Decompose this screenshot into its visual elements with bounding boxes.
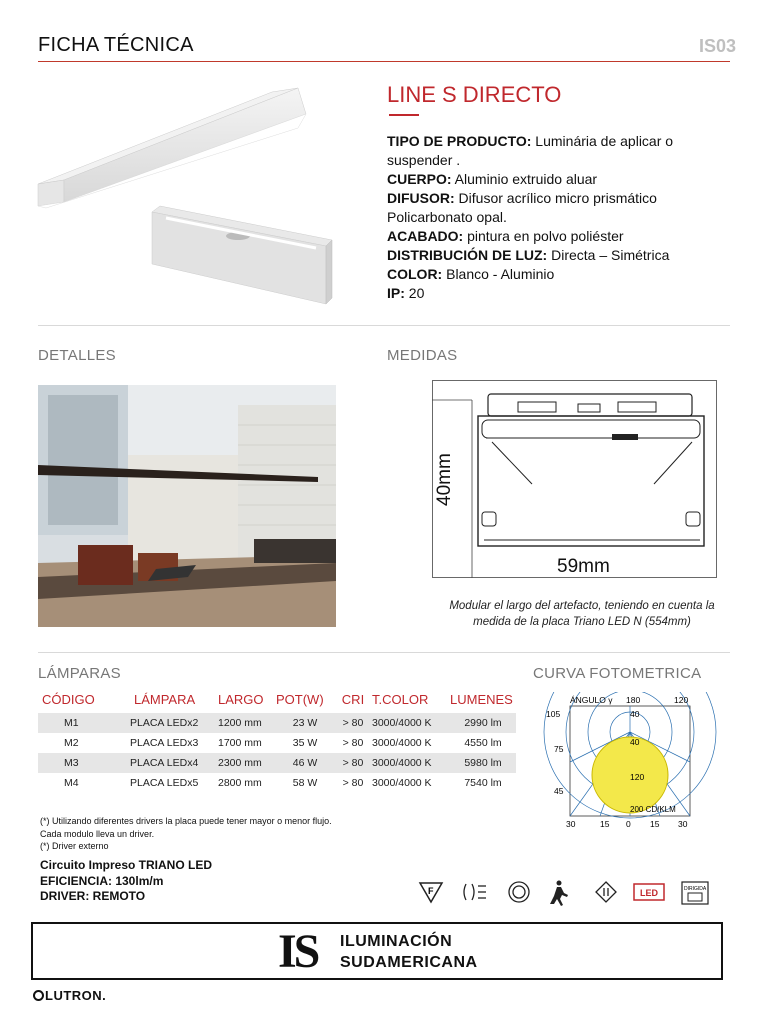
spec-label: DIFUSOR: <box>387 190 455 206</box>
table-cell: PLACA LEDx2 <box>130 713 218 733</box>
spec-item <box>387 227 707 246</box>
table-row <box>38 713 516 733</box>
spec-item <box>387 265 707 284</box>
notes <box>40 815 332 853</box>
title-underline <box>389 114 419 116</box>
section-detalles: DETALLES <box>38 347 116 364</box>
spec-value: 20 <box>404 285 425 301</box>
ring-label: 40 <box>630 709 640 719</box>
header-divider <box>38 61 730 62</box>
table-cell: 3000/4000 K <box>372 777 432 789</box>
spec-label: DISTRIBUCIÓN DE LUZ: <box>387 247 548 263</box>
circuit-line: EFICIENCIA: 130lm/m <box>40 873 164 888</box>
left-label: 75 <box>554 744 564 754</box>
table-cell: 3000/4000 K <box>372 753 450 773</box>
left-label: 45 <box>554 786 564 796</box>
table-cell: 2990 lm <box>450 713 516 733</box>
table-cell: PLACA LEDx3 <box>130 737 199 749</box>
table-row <box>38 753 516 773</box>
left-label: 105 <box>546 709 561 719</box>
spec-item <box>387 189 707 227</box>
spec-value: Aluminio extruido aluar <box>451 171 598 187</box>
col-header: T.COLOR <box>372 692 429 707</box>
bottom-label: 30 <box>678 819 688 829</box>
table-cell: 35 W <box>292 737 318 749</box>
col-header: POT(W) <box>276 692 324 707</box>
lutron-logo-icon <box>33 990 44 1001</box>
spec-list <box>387 132 707 303</box>
spec-value: Directa – Simétrica <box>547 247 670 263</box>
table-cell: 23 W <box>276 713 334 733</box>
col-header: LÁMPARA <box>134 692 196 707</box>
spec-value: Luminária de aplicar o suspender . <box>387 133 674 168</box>
spec-label: ACABADO: <box>387 228 464 244</box>
spec-value: pintura en polvo poliéster <box>463 228 624 244</box>
table-cell: > 80 <box>334 753 372 773</box>
table-cell: PLACA LEDx4 <box>130 753 218 773</box>
table-cell: 2800 mm <box>218 777 262 789</box>
detail-photo <box>38 385 336 627</box>
ring-label: 40 <box>630 737 640 747</box>
safety-mark-icon <box>509 882 529 902</box>
spec-item <box>387 170 707 189</box>
temperature-icon <box>464 884 486 900</box>
spec-value: Blanco - Aluminio <box>442 266 555 282</box>
unit-label: 200 CD/KLM <box>630 805 676 814</box>
top-label: 120 <box>674 695 689 705</box>
table-cell: PLACA LEDx5 <box>130 777 199 789</box>
company-logo-letters: IS <box>278 925 318 978</box>
spec-label: TIPO DE PRODUCTO: <box>387 133 532 149</box>
table-header-row <box>38 692 516 713</box>
top-label: 180 <box>626 695 641 705</box>
led-icon <box>634 884 664 900</box>
spec-label: CUERPO: <box>387 171 452 187</box>
company-name-line2: SUDAMERICANA <box>340 954 478 971</box>
emergency-exit-icon <box>550 881 568 907</box>
note-line: (*) Utilizando diferentes drivers la placa puede tener mayor o menor flujo. <box>40 816 332 826</box>
svg-text:F: F <box>428 886 434 896</box>
class-ii-icon <box>596 882 616 902</box>
circuit-line: Circuito Impreso TRIANO LED <box>40 858 213 872</box>
ring-label: 120 <box>630 772 645 782</box>
dimensions-drawing <box>432 380 732 580</box>
table-cell: 5980 lm <box>450 753 516 773</box>
table-cell: 4550 lm <box>464 737 502 749</box>
directed-light-icon <box>682 882 708 904</box>
table-cell: > 80 <box>342 737 364 749</box>
svg-text:LED: LED <box>640 888 658 898</box>
section-curva: CURVA FOTOMETRICA <box>533 665 702 682</box>
dimension-height-label: 40mm <box>434 453 455 506</box>
page-title: FICHA TÉCNICA <box>38 34 194 56</box>
col-header: CÓDIGO <box>42 692 95 707</box>
col-header: LUMENES <box>450 692 513 707</box>
circuit-line: DRIVER: REMOTO <box>40 889 146 903</box>
section-lamparas: LÁMPARAS <box>38 665 121 682</box>
dimension-height <box>432 442 462 512</box>
spec-item <box>387 132 707 170</box>
cert-icons <box>416 878 716 908</box>
table-cell: 7540 lm <box>464 777 502 789</box>
table-cell: 3000/4000 K <box>372 713 450 733</box>
table-cell: > 80 <box>342 777 364 789</box>
spec-item <box>387 246 707 265</box>
table-cell: M2 <box>64 737 79 749</box>
section-divider <box>38 325 730 326</box>
table-cell: > 80 <box>334 713 372 733</box>
f-mark-icon <box>420 883 442 902</box>
table-cell: M3 <box>38 753 130 773</box>
lutron-brand <box>33 988 106 1003</box>
photometric-curve <box>540 692 720 832</box>
col-header: CRI <box>341 692 365 707</box>
table-cell: 3000/4000 K <box>372 737 432 749</box>
svg-text:DIRIGIDA: DIRIGIDA <box>684 886 707 892</box>
company-name-line1: ILUMINACIÓN <box>340 933 453 950</box>
dimension-width: 59mm <box>557 556 610 577</box>
bottom-label: 15 <box>600 819 610 829</box>
table-cell: 58 W <box>292 777 318 789</box>
circuit-info <box>40 858 212 905</box>
dimensions-caption: Modular el largo del artefacto, teniendo en cuenta la medida de la placa Triano LED N (554mm) <box>449 600 715 628</box>
angle-label: ÁNGULO γ <box>570 695 613 705</box>
bottom-label: 15 <box>650 819 660 829</box>
col-header: LARGO <box>218 692 264 707</box>
table-cell: 1200 mm <box>218 713 276 733</box>
lutron-brand-text: LUTRON. <box>45 988 107 1003</box>
product-name: LINE S DIRECTO <box>387 82 562 107</box>
lamps-table <box>38 692 516 793</box>
table-cell: 46 W <box>276 753 334 773</box>
table-cell: 1700 mm <box>218 737 262 749</box>
product-code: IS03 <box>698 36 736 56</box>
bottom-label: 30 <box>566 819 576 829</box>
table-row <box>38 773 516 793</box>
spec-label: COLOR: <box>387 266 443 282</box>
product-image <box>36 84 336 306</box>
section-divider <box>38 652 730 653</box>
section-medidas: MEDIDAS <box>387 347 458 364</box>
table-cell: M4 <box>64 777 79 789</box>
table-row <box>38 733 516 753</box>
table-cell: M1 <box>38 713 130 733</box>
spec-value: Difusor acrílico micro prismático Policarbonato opal. <box>387 190 657 225</box>
table-cell: 2300 mm <box>218 753 276 773</box>
bottom-label: 0 <box>626 819 631 829</box>
note-line: Cada modulo lleva un driver. <box>40 828 155 839</box>
spec-label: IP: <box>387 285 405 301</box>
spec-item <box>387 284 707 303</box>
note-line: (*) Driver externo <box>40 841 109 851</box>
